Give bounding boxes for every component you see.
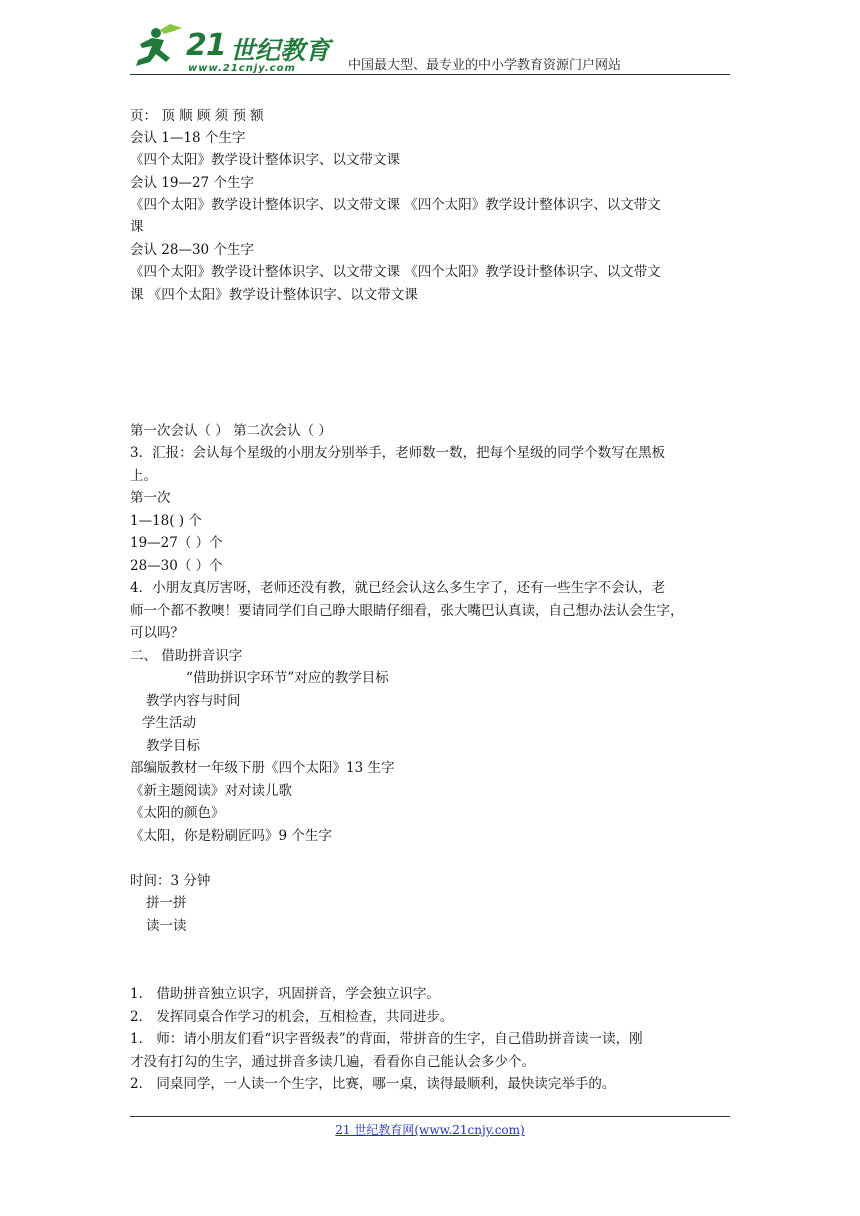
text-line: 第一次 [130, 490, 171, 506]
site-tagline: 中国最大型、最专业的中小学教育资源门户网站 [348, 58, 622, 73]
text-line: 拼一拼 [146, 895, 187, 911]
list-item: 1． 借助拼音独立识字，巩固拼音，学会独立识字。 [130, 986, 440, 1002]
section-heading: 二、 借助拼音识字 [130, 648, 243, 664]
text-line: 会认 19—27 个生字 [130, 175, 254, 191]
text-line: 4．小朋友真厉害呀，老师还没有教，就已经会认这么多生字了，还有一些生字不会认，老 [130, 580, 666, 596]
table-caption: “借助拼识字环节”对应的教学目标 [186, 670, 389, 686]
text-line: 课 [130, 219, 144, 235]
header-divider [130, 74, 730, 75]
text-line: 会认 1—18 个生字 [130, 130, 246, 146]
text-line: 时间：3 分钟 [130, 873, 211, 889]
table-header: 教学目标 [146, 738, 200, 754]
logo-text: 世纪教育 [230, 36, 331, 65]
text-line: 《新主题阅读》对对读儿歌 [130, 783, 292, 799]
text-line: 读一读 [146, 918, 187, 934]
text-line: 19—27（ ）个 [130, 535, 223, 551]
text-line: 《太阳，你是粉刷匠吗》9 个生字 [130, 828, 332, 844]
text-line: 上。 [130, 468, 157, 484]
text-line: 师一个都不教噢！要请同学们自己睁大眼睛仔细看，张大嘴巴认真读，自己想办法认会生字， [130, 603, 684, 619]
runner-logo-icon [130, 22, 188, 72]
text-line: 第一次会认（ ） 第二次会认（ ） [130, 423, 332, 439]
text-line: 《四个太阳》教学设计整体识字、以文带文课 [130, 152, 400, 168]
site-logo[interactable] [130, 22, 340, 72]
text-line: 《太阳的颜色》 [130, 805, 225, 821]
text-line: 1—18( ) 个 [130, 513, 202, 529]
text-line: 课 《四个太阳》教学设计整体识字、以文带文课 [130, 287, 418, 303]
text-line: 才没有打勾的生字，通过拼音多读几遍，看看你自己能认会多少个。 [130, 1054, 535, 1070]
text-line: 28—30（ ）个 [130, 558, 223, 574]
logo-number: 21 [186, 28, 226, 63]
table-header: 教学内容与时间 [146, 693, 241, 709]
text-line: 部编版教材一年级下册《四个太阳》13 生字 [130, 760, 395, 776]
text-line: 可以吗？ [130, 625, 184, 641]
text-line: 《四个太阳》教学设计整体识字、以文带文课 《四个太阳》教学设计整体识字、以文带文 [130, 197, 661, 213]
footer-link[interactable]: 21 世纪教育网(www.21cnjy.com) [335, 1123, 525, 1137]
logo-url: www.21cnjy.com [188, 63, 296, 74]
text-line: 页： 顶 顺 顾 须 预 额 [130, 108, 264, 124]
text-line: 会认 28—30 个生字 [130, 242, 254, 258]
list-item: 1． 师：请小朋友们看“识字晋级表”的背面，带拼音的生字，自己借助拼音读一读，刚 [130, 1031, 643, 1047]
footer-divider [130, 1116, 730, 1117]
table-header: 学生活动 [142, 715, 196, 731]
text-line: 3．汇报：会认每个星级的小朋友分别举手，老师数一数，把每个星级的同学个数写在黑板 [130, 445, 666, 461]
list-item: 2． 发挥同桌合作学习的机会，互相检查，共同进步。 [130, 1009, 454, 1025]
text-line: 《四个太阳》教学设计整体识字、以文带文课 《四个太阳》教学设计整体识字、以文带文 [130, 264, 661, 280]
list-item: 2． 同桌同学，一人读一个生字，比赛，哪一桌，读得最顺利，最快读完举手的。 [130, 1076, 616, 1092]
